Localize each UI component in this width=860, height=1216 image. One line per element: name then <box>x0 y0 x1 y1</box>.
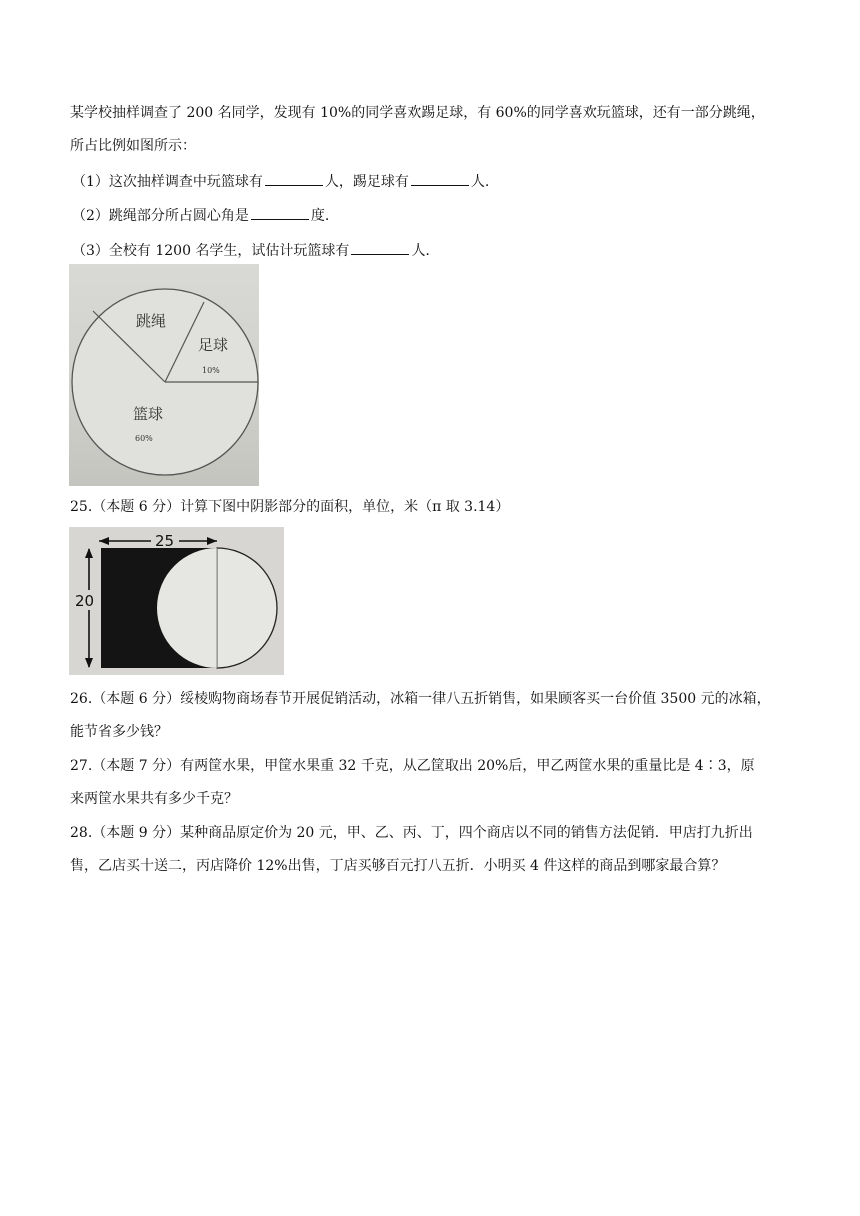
question-28-line-1: 28.（本题 9 分）某种商品原定价为 20 元，甲、乙、丙、丁，四个商店以不同的销售方法促销．甲店打九折出 <box>70 825 753 841</box>
answer-blank-rope-angle <box>251 205 309 220</box>
question-3 <box>72 240 430 261</box>
pie-chart-figure <box>69 264 259 486</box>
intro-line-1: 某学校抽样调查了 200 名同学，发现有 10%的同学喜欢踢足球，有 60%的同学喜欢玩篮球，还有一部分跳绳， <box>70 105 765 121</box>
question-1 <box>72 171 489 192</box>
question-2 <box>72 205 329 226</box>
question-2-text-a: （2）跳绳部分所占圆心角是 <box>72 208 249 224</box>
pie-label-rope: 跳绳 <box>136 312 167 330</box>
question-27-line-1: 27.（本题 7 分）有两筐水果，甲筐水果重 32 千克，从乙筐取出 20%后，甲乙两筐水果的重量比是 4∶3，原 <box>70 758 755 774</box>
pie-label-football-pct: 10% <box>202 366 220 375</box>
answer-blank-basketball-count <box>265 171 323 186</box>
height-label: 20 <box>75 592 95 610</box>
question-27-line-2: 来两筐水果共有多少千克？ <box>70 791 238 807</box>
question-26-line-2: 能节省多少钱？ <box>70 724 168 740</box>
question-2-text-b: 度. <box>310 208 330 224</box>
question-26-line-1: 26.（本题 6 分）绥棱购物商场春节开展促销活动，冰箱一律八五折销售，如果顾客买一台价值 3500 元的冰箱， <box>70 691 771 707</box>
question-25: 25.（本题 6 分）计算下图中阴影部分的面积，单位，米（π 取 3.14） <box>70 499 510 515</box>
intro-line-2: 所占比例如图所示： <box>70 138 196 154</box>
question-1-text-c: 人. <box>470 174 490 190</box>
question-3-text-b: 人. <box>411 243 430 259</box>
shaded-area-figure <box>69 527 284 675</box>
pie-label-football: 足球 <box>198 336 229 354</box>
question-1-text-a: （1）这次抽样调查中玩篮球有 <box>72 174 263 190</box>
pie-label-basketball-pct: 60% <box>135 434 153 443</box>
question-28-line-2: 售，乙店买十送二，丙店降价 12%出售，丁店买够百元打八五折．小明买 4 件这样的商品到哪家最合算？ <box>70 858 726 874</box>
question-3-text-a: （3）全校有 1200 名学生，试估计玩篮球有 <box>72 243 350 259</box>
pie-label-basketball: 篮球 <box>133 405 164 423</box>
answer-blank-school-basketball <box>351 240 409 255</box>
width-label: 25 <box>155 532 175 550</box>
answer-blank-football-count <box>411 171 469 186</box>
question-1-text-b: 人，踢足球有 <box>324 174 409 190</box>
